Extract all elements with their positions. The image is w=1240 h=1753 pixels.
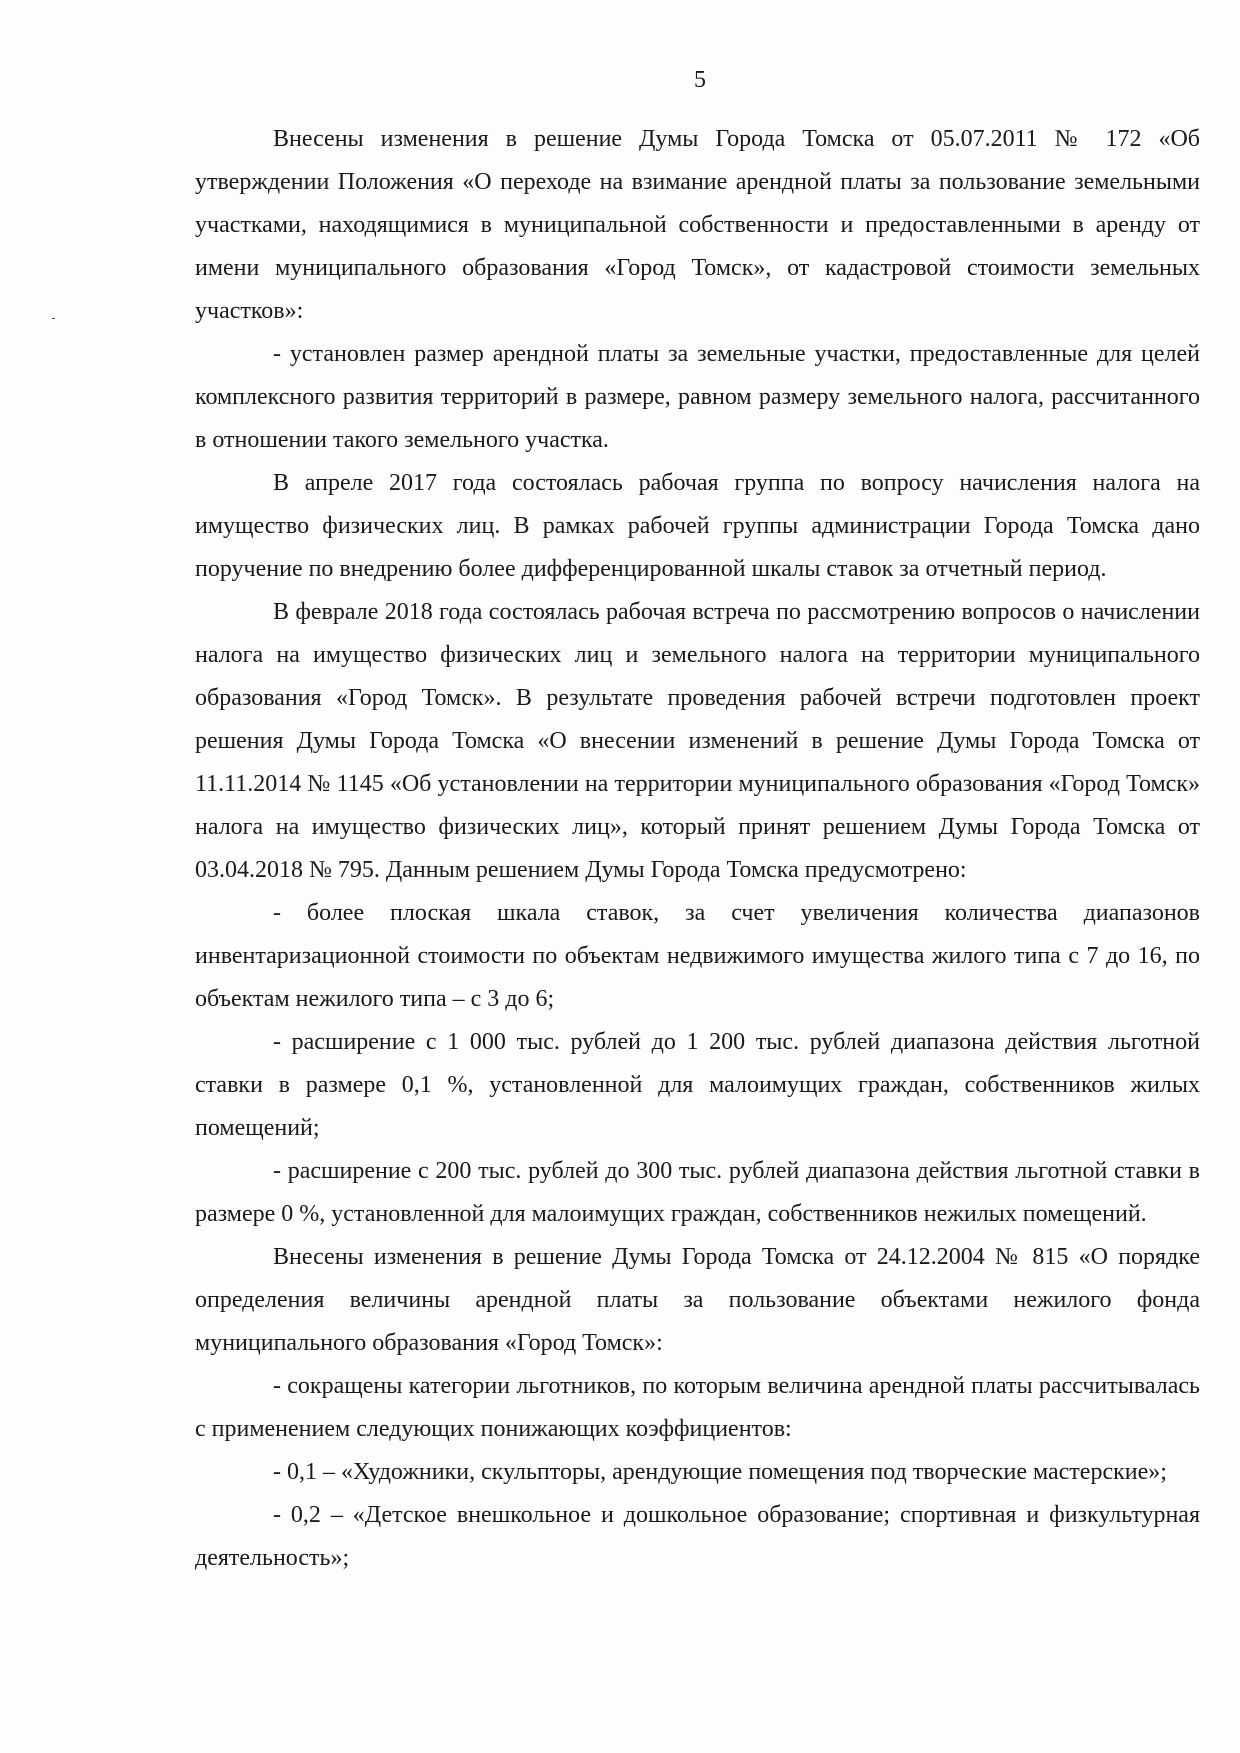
- list-item-range-extension-nonresidential: - расширение с 200 тыс. рублей до 300 тыс. рублей диапазона действия льготной ставки в размере 0 %, установленной для малоимущих граждан, собственников нежилых помещений.: [195, 1158, 1200, 1227]
- paragraph-amendment-815: Внесены изменения в решение Думы Города Томска от 24.12.2004 № 815 «О порядке определения величины арендной платы за пользование объектами нежилого фонда муниципального образования «Город Томск»:: [195, 1244, 1200, 1356]
- scan-artifact: [52, 318, 55, 319]
- paragraph-working-group-2017: В апреле 2017 года состоялась рабочая группа по вопросу начисления налога на имущество физических лиц. В рамках рабочей группы администрации Города Томска дано поручение по внедрению более дифференцированной шкалы ставок за отчетный период.: [195, 470, 1200, 582]
- list-item-rent-size: - установлен размер арендной платы за земельные участки, предоставленные для целей комплексного развития территорий в размере, равном размеру земельного налога, рассчитанного в отношении такого земельного участка.: [195, 341, 1200, 453]
- page-number: 5: [694, 67, 706, 93]
- list-item-coefficient-education: - 0,2 – «Детское внешкольное и дошкольное образование; спортивная и физкультурная деятельность»;: [195, 1502, 1200, 1571]
- list-item-range-extension-residential: - расширение с 1 000 тыс. рублей до 1 200 тыс. рублей диапазона действия льготной ставки в размере 0,1 %, установленной для малоимущих граждан, собственников жилых помещений;: [195, 1029, 1200, 1141]
- list-item-flat-scale: - более плоская шкала ставок, за счет увеличения количества диапазонов инвентаризационной стоимости по объектам недвижимого имущества жилого типа с 7 до 16, по объектам нежилого типа – с 3 до 6;: [195, 900, 1200, 1012]
- paragraph-amendment-172: Внесены изменения в решение Думы Города Томска от 05.07.2011 № 172 «Об утверждении Положения «О переходе на взимание арендной платы за пользование земельными участками, находящимися в муниципальной собственности и предоставленными в аренду от имени муниципального образования «Город Томск», от кадастровой стоимости земельных участков»:: [195, 126, 1200, 324]
- paragraph-meeting-2018: В феврале 2018 года состоялась рабочая встреча по рассмотрению вопросов о начислении налога на имущество физических лиц и земельного налога на территории муниципального образования «Город Томск». В результате проведения рабочей встречи подготовлен проект решения Думы Города Томска «О внесении изменений в решение Думы Города Томска от 11.11.2014 № 1145 «Об установлении на территории муниципального образования «Город Томск» налога на имущество физических лиц», который принят решением Думы Города Томска от 03.04.2018 № 795. Данным решением Думы Города Томска предусмотрено:: [195, 599, 1200, 883]
- document-body: [195, 118, 1200, 1580]
- list-item-reduced-categories: - сокращены категории льготников, по которым величина арендной платы рассчитывалась с применением следующих понижающих коэффициентов:: [195, 1373, 1200, 1442]
- list-item-coefficient-artists: - 0,1 – «Художники, скульпторы, арендующие помещения под творческие мастерские»;: [273, 1459, 1167, 1485]
